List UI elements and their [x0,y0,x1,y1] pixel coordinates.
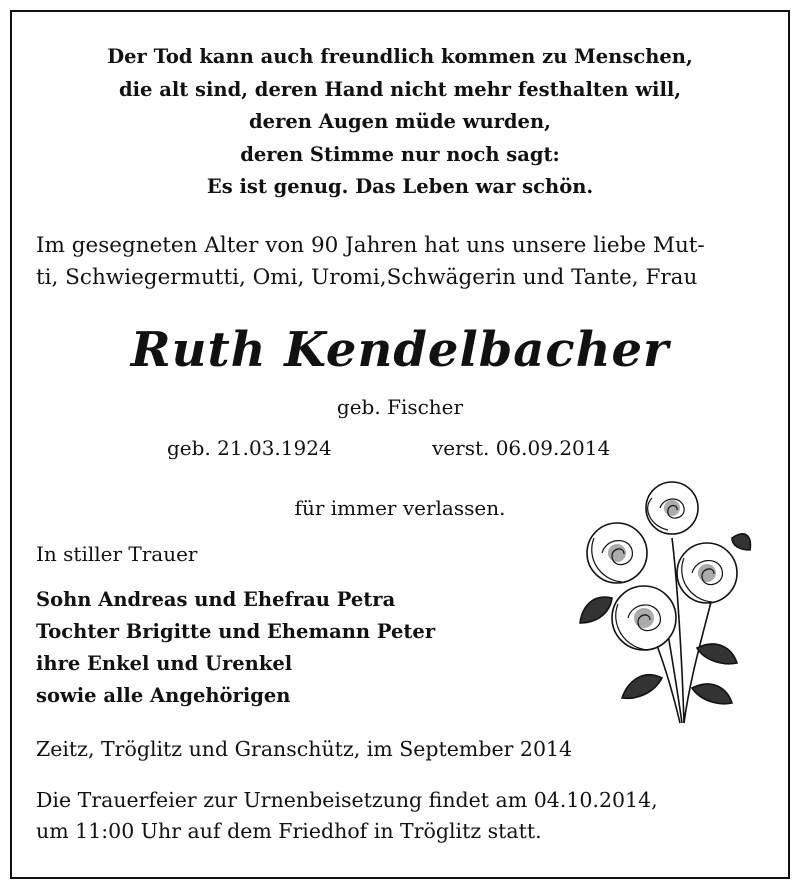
poem-line: Der Tod kann auch freundlich kommen zu Menschen, [107,45,693,68]
poem-line: deren Augen müde wurden, [249,110,551,133]
poem-line: deren Stimme nur noch sagt: [240,142,560,166]
relatives-list [36,584,435,712]
funeral-line: um 11:00 Uhr auf dem Friedhof in Tröglitz statt. [36,819,542,843]
intro-line: ti, Schwiegermutti, Omi, Uromi,Schwägerin und Tante, Frau [36,265,698,290]
place-date: Zeitz, Tröglitz und Granschütz, im September 2014 [36,737,573,761]
roses-icon [572,478,752,728]
birth-date: geb. 21.03.1924 [167,436,332,460]
death-date: verst. 06.09.2014 [432,436,611,460]
poem-line: die alt sind, deren Hand nicht mehr festhalten will, [118,77,682,101]
funeral-line: Die Trauerfeier zur Urnenbeisetzung findet am 04.10.2014, [36,788,658,812]
relative-line: ihre Enkel und Urenkel [36,652,293,675]
deceased-name: Ruth Kendelbacher [130,322,670,378]
relative-line: Sohn Andreas und Ehefrau Petra [36,588,396,611]
intro-text [36,230,776,294]
funeral-notice [36,785,658,847]
relative-line: Tochter Brigitte und Ehemann Peter [36,620,436,643]
birth-name: geb. Fischer [336,395,464,419]
left-message: für immer verlassen. [294,496,506,520]
intro-line: Im gesegneten Alter von 90 Jahren hat uns unsere liebe Mut- [36,233,705,258]
relative-line: sowie alle Angehörigen [36,684,291,707]
mourning-label: In stiller Trauer [36,542,198,566]
poem-line: Es ist genug. Das Leben war schön. [206,175,594,198]
poem [0,41,800,204]
